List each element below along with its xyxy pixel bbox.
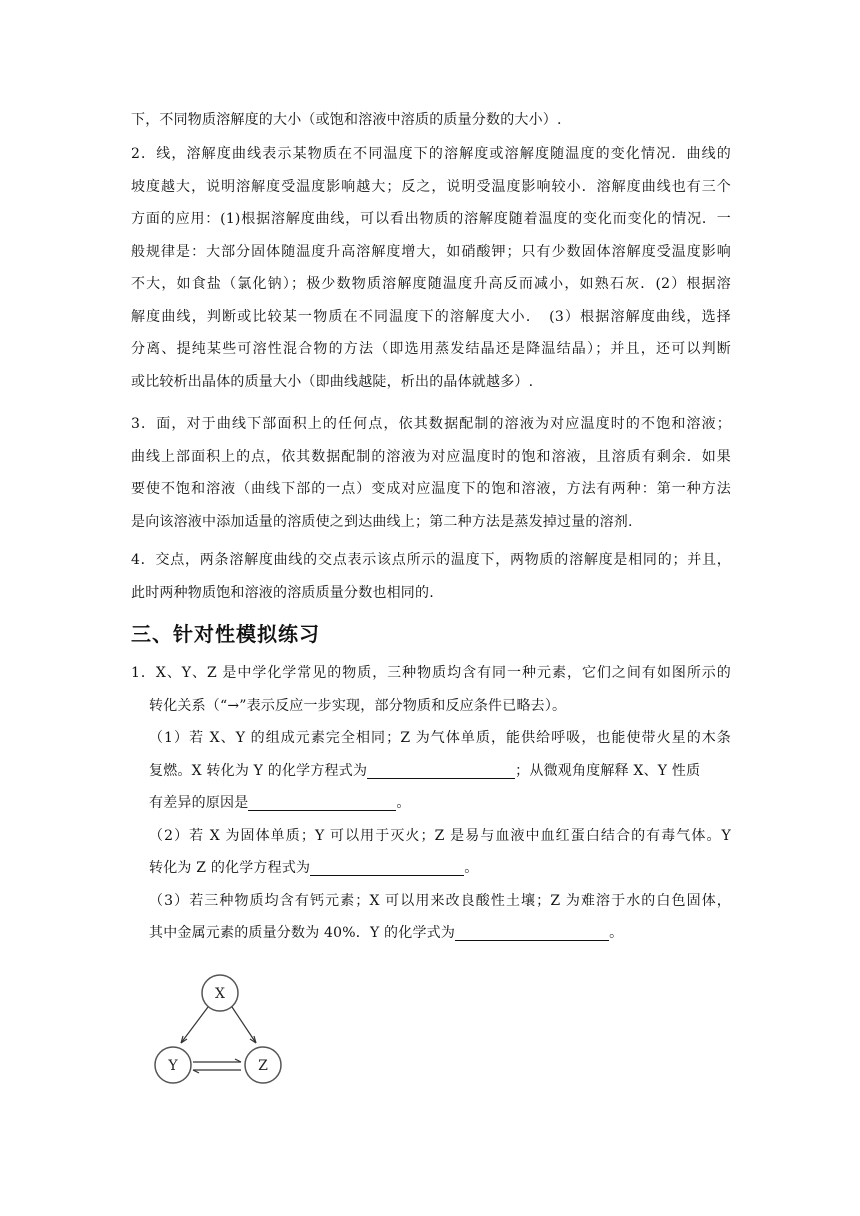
arrow-x-to-y <box>181 1007 208 1043</box>
answer-blank[interactable] <box>310 857 464 876</box>
text-line: 此时两种物质饱和溶液的溶质质量分数也相同的. <box>131 584 434 601</box>
node-z-label: Z <box>258 1058 268 1074</box>
node-x <box>202 975 238 1011</box>
node-z <box>245 1047 281 1083</box>
node-y-label: Y <box>168 1058 178 1074</box>
sub-question-3-line: （3）若三种物质均含有钙元素；X 可以用来改良酸性土壤；Z 为难溶于水的白色固体， <box>149 892 731 909</box>
question-stem-line: 转化关系（“→”表示反应一步实现，部分物质和反应条件已略去）。 <box>149 697 567 714</box>
question-1 <box>131 657 731 950</box>
text-line: 要使不饱和溶液（曲线下部的一点）变成对应温度下的饱和溶液，方法有两种：第一种方法 <box>131 481 731 497</box>
question-stem-line: 1．X、Y、Z 是中学化学常见的物质，三种物质均含有同一种元素，它们之间有如图所示的 <box>131 665 731 681</box>
sub-question-1-line: （1）若 X、Y 的组成元素完全相同；Z 为气体单质，能供给呼吸，也能使带火星的木条 <box>149 730 731 746</box>
paragraph-area-rule <box>131 408 731 538</box>
paragraph-intersection-rule <box>131 544 731 609</box>
answer-blank[interactable] <box>248 792 396 811</box>
answer-blank[interactable] <box>367 760 515 779</box>
text-line: 2．线，溶解度曲线表示某物质在不同温度下的溶解度或溶解度随温度的变化情况．曲线的 <box>131 146 731 162</box>
sub-question-1-line: 有差异的原因是 。 <box>131 787 731 820</box>
text-line: 般规律是：大部分固体随温度升高溶解度增大，如硝酸钾；只有少数固体溶解度受温度影响 <box>131 243 731 260</box>
text-line: 方面的应用：(1)根据溶解度曲线，可以看出物质的溶解度随着温度的变化而变化的情况．一 <box>131 211 731 227</box>
sub-question-2-line: （2）若 X 为固体单质；Y 可以用于灭火；Z 是易与血液中血红蛋白结合的有毒气体。Y <box>149 827 731 844</box>
sub-question-3-line: 其中金属元素的质量分数为 40%．Y 的化学式为 。 <box>131 917 731 950</box>
text-line: 坡度越大，说明溶解度受温度影响越大；反之，说明受温度影响较小．溶解度曲线也有三个 <box>131 178 731 195</box>
text-line: 分离、提纯某些可溶性混合物的方法（即选用蒸发结晶还是降温结晶）；并且，还可以判断 <box>131 341 731 357</box>
text-line: 下，不同物质溶解度的大小（或饱和溶液中溶质的质量分数的大小）. <box>131 112 562 128</box>
node-x-label: X <box>215 986 225 1002</box>
sub-question-1-line: 复燃。X 转化为 Y 的化学方程式为 ；从微观角度解释 X、Y 性质 <box>131 755 731 788</box>
text-line: 是向该溶液中添加适量的溶质使之到达曲线上；第二种方法是蒸发掉过量的溶剂. <box>131 513 633 530</box>
sub-question-2-line: 转化为 Z 的化学方程式为 。 <box>131 852 731 885</box>
answer-blank[interactable] <box>455 922 609 941</box>
paragraph-continuation <box>131 104 731 137</box>
text-line: 解度曲线，判断或比较某一物质在不同温度下的溶解度大小． (3）根据溶解度曲线，选择 <box>131 308 731 325</box>
text-line: 不大，如食盐（氯化钠）；极少数物质溶解度随温度升高反而减小，如熟石灰．(2）根据溶 <box>131 276 731 292</box>
conversion-diagram <box>146 968 296 1092</box>
paragraph-line-rule <box>131 138 731 398</box>
arrow-x-to-z <box>232 1007 256 1043</box>
text-line: 4．交点，两条溶解度曲线的交点表示该点所示的温度下，两物质的溶解度是相同的；并且， <box>131 552 731 568</box>
section-heading: 三、针对性模拟练习 <box>131 622 320 646</box>
text-line: 曲线上部面积上的点，依其数据配制的溶液为对应温度时的饱和溶液，且溶质有剩余．如果 <box>131 448 731 465</box>
text-line: 3．面，对于曲线下部面积上的任何点，依其数据配制的溶液为对应温度时的不饱和溶液； <box>131 416 731 432</box>
text-line: 或比较析出晶体的质量大小（即曲线越陡，析出的晶体就越多）. <box>131 373 534 390</box>
node-y <box>155 1047 191 1083</box>
